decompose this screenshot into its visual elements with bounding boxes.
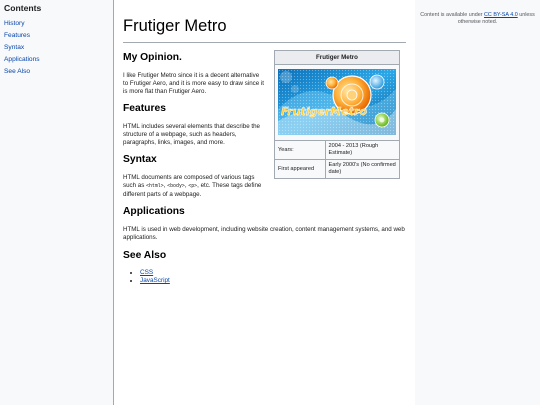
see-also-link-css[interactable]: CSS	[140, 269, 154, 276]
section-heading-see-also: See Also	[123, 250, 167, 261]
section-heading-applications: Applications	[123, 206, 185, 217]
license-notice	[419, 12, 536, 26]
syntax-paragraph	[123, 174, 269, 198]
syntax-separator-2: ,	[184, 181, 189, 189]
see-also-link-javascript[interactable]: JavaScript	[140, 277, 170, 284]
table-of-contents-sidebar	[0, 0, 114, 405]
infobox-label-first-appeared: First appeared	[275, 160, 325, 179]
toc-link-see-also[interactable]: See Also	[4, 68, 31, 75]
syntax-text-after: , etc. These tags define different parts of a webpage.	[123, 181, 262, 198]
list-item	[140, 269, 260, 277]
toc-link-syntax[interactable]: Syntax	[4, 44, 25, 51]
infobox	[274, 50, 400, 179]
list-item	[140, 277, 260, 285]
toc-link-applications[interactable]: Applications	[4, 56, 40, 63]
right-sidebar	[415, 0, 540, 405]
frutiger-metro-illustration	[278, 69, 396, 135]
license-suffix: unless otherwise noted.	[457, 12, 535, 25]
section-heading-my-opinion: My Opinion.	[123, 52, 182, 63]
opinion-paragraph: I like Frutiger Metro since it is a decent alternative to Frutiger Aero, and it is more easy to draw since it is more flat than Frutiger Aero.	[123, 72, 264, 95]
section-heading-features: Features	[123, 103, 166, 114]
page-title: Frutiger Metro	[123, 15, 406, 43]
infobox-title: Frutiger Metro	[275, 51, 399, 65]
features-paragraph: HTML includes several elements that describe the structure of a webpage, such as headers, paragraphs, links, images, and more.	[123, 123, 260, 146]
contents-heading: Contents	[4, 3, 42, 13]
illustration-caption-text: FrutigerMetro	[281, 105, 367, 118]
code-p-tag: <p>	[188, 182, 198, 189]
license-link[interactable]: CC BY-SA 4.0	[484, 12, 518, 18]
applications-paragraph: HTML is used in web development, including website creation, content management systems, and web applications.	[123, 226, 405, 241]
code-html-tag: <html>	[146, 182, 164, 189]
syntax-text-before: HTML documents are composed of various tags such as	[123, 174, 255, 189]
infobox-label-years: Years:	[275, 141, 325, 160]
toc-link-features[interactable]: Features	[4, 32, 31, 39]
infobox-value-years: 2004 - 2013 (Rough Estimate)	[328, 143, 379, 156]
table-row	[275, 160, 399, 179]
toc-link-history[interactable]: History	[4, 20, 25, 27]
infobox-table	[275, 141, 399, 178]
see-also-list	[140, 269, 260, 285]
code-body-tag: <body>	[167, 182, 185, 189]
license-prefix: Content is available under	[420, 12, 485, 18]
section-heading-syntax: Syntax	[123, 154, 157, 165]
syntax-separator-1: ,	[163, 181, 168, 189]
infobox-value-first-appeared: Early 2000's (No confirmed date)	[325, 160, 399, 179]
infobox-image-container	[275, 65, 399, 141]
table-row	[275, 141, 399, 160]
